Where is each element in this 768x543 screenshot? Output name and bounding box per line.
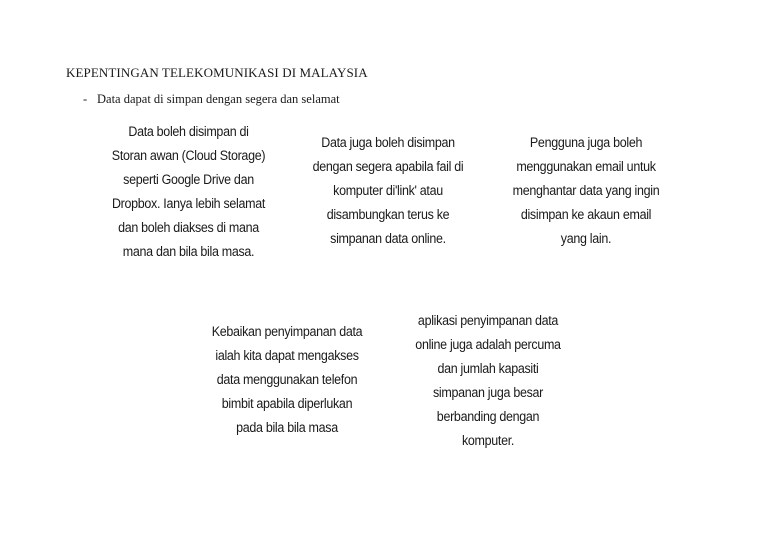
bullet-item bbox=[83, 92, 340, 107]
text-block-mobile-access bbox=[199, 320, 375, 440]
text-line: ialah kita dapat mengakses bbox=[215, 348, 359, 364]
text-line: dengan segera apabila fail di bbox=[312, 159, 464, 175]
text-block-free-apps bbox=[400, 309, 576, 453]
text-line: berbanding dengan bbox=[436, 409, 540, 425]
text-line: Data boleh disimpan di bbox=[128, 124, 249, 140]
text-line: dan boleh diakses di mana bbox=[118, 220, 259, 236]
text-line: bimbit apabila diperlukan bbox=[221, 396, 353, 412]
text-line: data menggunakan telefon bbox=[216, 372, 358, 388]
text-block-link-files bbox=[302, 131, 474, 251]
document-heading: KEPENTINGAN TELEKOMUNIKASI DI MALAYSIA bbox=[66, 65, 368, 80]
text-line: simpanan data online. bbox=[330, 231, 446, 247]
text-line: aplikasi penyimpanan data bbox=[417, 313, 559, 329]
text-line: Storan awan (Cloud Storage) bbox=[111, 148, 266, 164]
text-line: Dropbox. Ianya lebih selamat bbox=[111, 196, 266, 212]
text-line: menggunakan email untuk bbox=[516, 159, 656, 175]
text-line: dan jumlah kapasiti bbox=[437, 361, 539, 377]
bullet-text: Data dapat di simpan dengan segera dan selamat bbox=[97, 92, 340, 106]
text-line: simpanan juga besar bbox=[432, 385, 544, 401]
text-line: komputer. bbox=[461, 433, 515, 449]
text-line: komputer di'link' atau bbox=[333, 183, 443, 199]
text-line: disambungkan terus ke bbox=[326, 207, 450, 223]
text-line: yang lain. bbox=[560, 231, 612, 247]
text-line: Kebaikan penyimpanan data bbox=[211, 324, 363, 340]
text-line: online juga adalah percuma bbox=[415, 337, 561, 353]
text-line: disimpan ke akaun email bbox=[520, 207, 652, 223]
text-line: pada bila bila masa bbox=[236, 420, 338, 436]
bullet-marker: - bbox=[83, 92, 88, 106]
text-block-cloud-storage bbox=[98, 120, 278, 264]
text-line: mana dan bila bila masa. bbox=[122, 244, 255, 260]
text-line: menghantar data yang ingin bbox=[512, 183, 660, 199]
text-block-email bbox=[498, 131, 674, 251]
text-line: Pengguna juga boleh bbox=[529, 135, 643, 151]
text-line: seperti Google Drive dan bbox=[123, 172, 254, 188]
text-line: Data juga boleh disimpan bbox=[321, 135, 455, 151]
